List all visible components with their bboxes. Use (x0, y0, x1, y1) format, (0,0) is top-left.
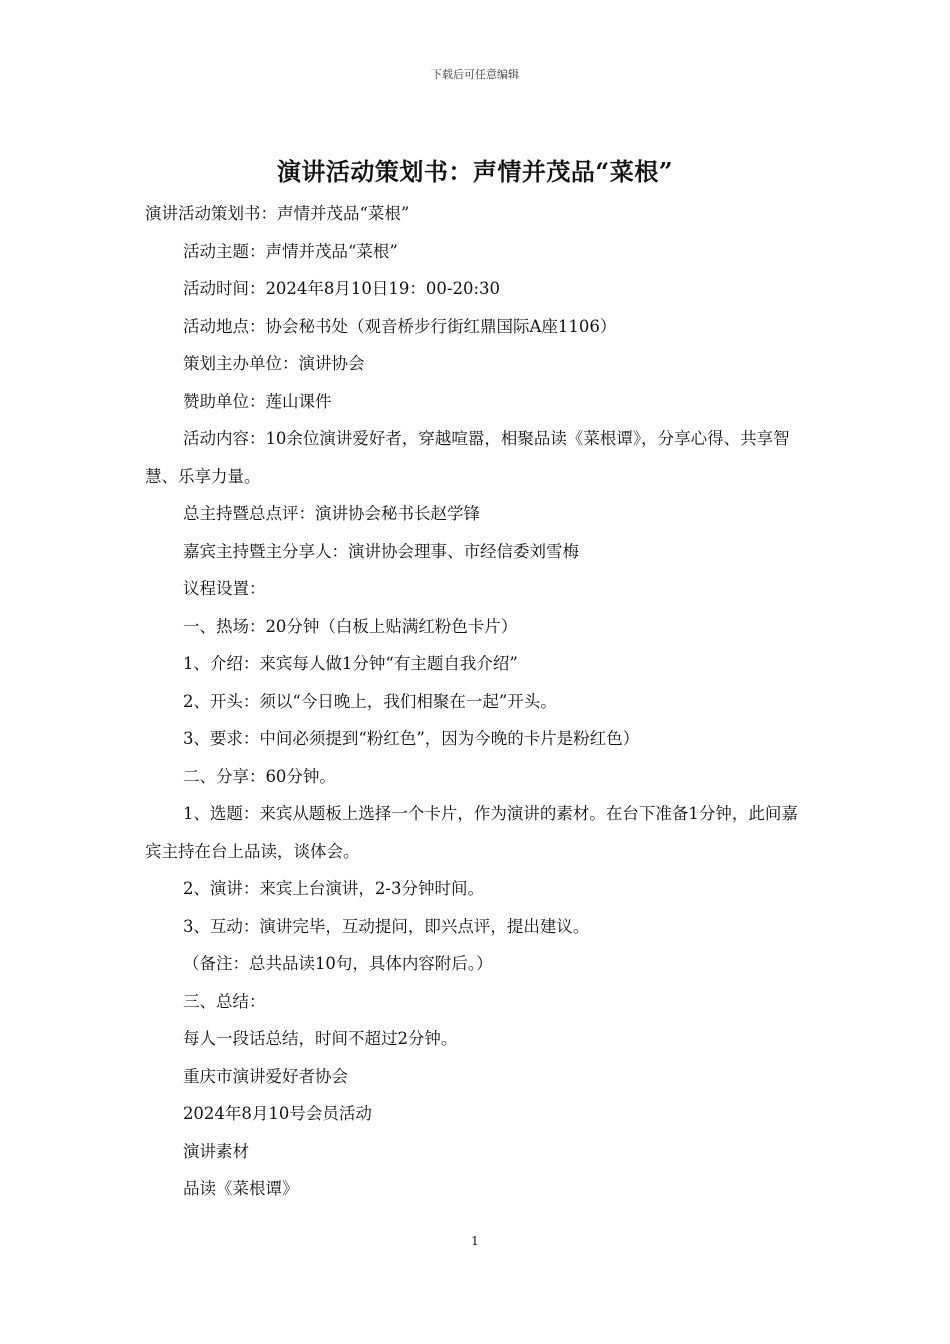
paragraph-sponsor: 赞助单位：莲山课件 (182, 391, 332, 411)
paragraph-content: 活动内容：10余位演讲爱好者，穿越喧嚣，相聚品读《菜根谭》，分享心得、共享智慧、乐享力量。 (145, 429, 790, 486)
paragraph-guest-host: 嘉宾主持暨主分享人：演讲协会理事、市经信委刘雪梅 (182, 541, 579, 561)
paragraph-agenda-1-2: 2、开头：须以“今日晚上，我们相聚在一起”开头。 (182, 691, 557, 711)
paragraph-agenda-2-2: 2、演讲：来宾上台演讲，2-3分钟时间。 (182, 879, 485, 898)
paragraph-note: （备注：总共品读10句，具体内容附后。） (182, 954, 493, 973)
paragraph-agenda-3-1: 每人一段话总结，时间不超过2分钟。 (182, 1029, 458, 1048)
paragraph-agenda-1-1: 1、介绍：来宾每人做1分钟“有主题自我介绍” (182, 654, 518, 673)
paragraph-event-date: 2024年8月10号会员活动 (182, 1104, 372, 1123)
paragraph-agenda-1: 一、热场：20分钟（白板上贴满红粉色卡片） (182, 616, 518, 636)
paragraph-agenda-2: 二、分享：60分钟。 (182, 766, 336, 786)
page-header: 下载后可任意编辑 (431, 68, 519, 81)
document-body (145, 195, 807, 1208)
paragraph-agenda-2-1: 1、选题：来宾从题板上选择一个卡片，作为演讲的素材。在台下准备1分钟，此间嘉宾主持在台上品读，谈体会。 (145, 804, 798, 861)
page-number: 1 (471, 1234, 479, 1248)
document-title: 演讲活动策划书：声情并茂品“菜根” (276, 157, 674, 186)
paragraph-material-heading: 演讲素材 (182, 1141, 249, 1161)
paragraph-intro-title: 演讲活动策划书：声情并茂品“菜根” (145, 204, 410, 223)
paragraph-agenda-2-3: 3、互动：演讲完毕，互动提问，即兴点评，提出建议。 (182, 916, 590, 936)
paragraph-reading-title: 品读《菜根谭》 (182, 1179, 299, 1198)
paragraph-location: 活动地点：协会秘书处（观音桥步行街红鼎国际A座1106） (182, 316, 617, 336)
paragraph-agenda-heading: 议程设置： (182, 579, 266, 598)
paragraph-theme: 活动主题：声情并茂品“菜根” (182, 241, 398, 261)
paragraph-agenda-1-3: 3、要求：中间必须提到“粉红色”，因为今晚的卡片是粉红色） (182, 729, 640, 748)
paragraph-organizer: 策划主办单位：演讲协会 (182, 354, 365, 373)
paragraph-host: 总主持暨总点评：演讲协会秘书长赵学锋 (182, 504, 480, 523)
paragraph-agenda-3: 三、总结： (182, 991, 266, 1011)
paragraph-association: 重庆市演讲爱好者协会 (182, 1066, 348, 1086)
paragraph-time: 活动时间：2024年8月10日19：00-20:30 (182, 279, 501, 298)
